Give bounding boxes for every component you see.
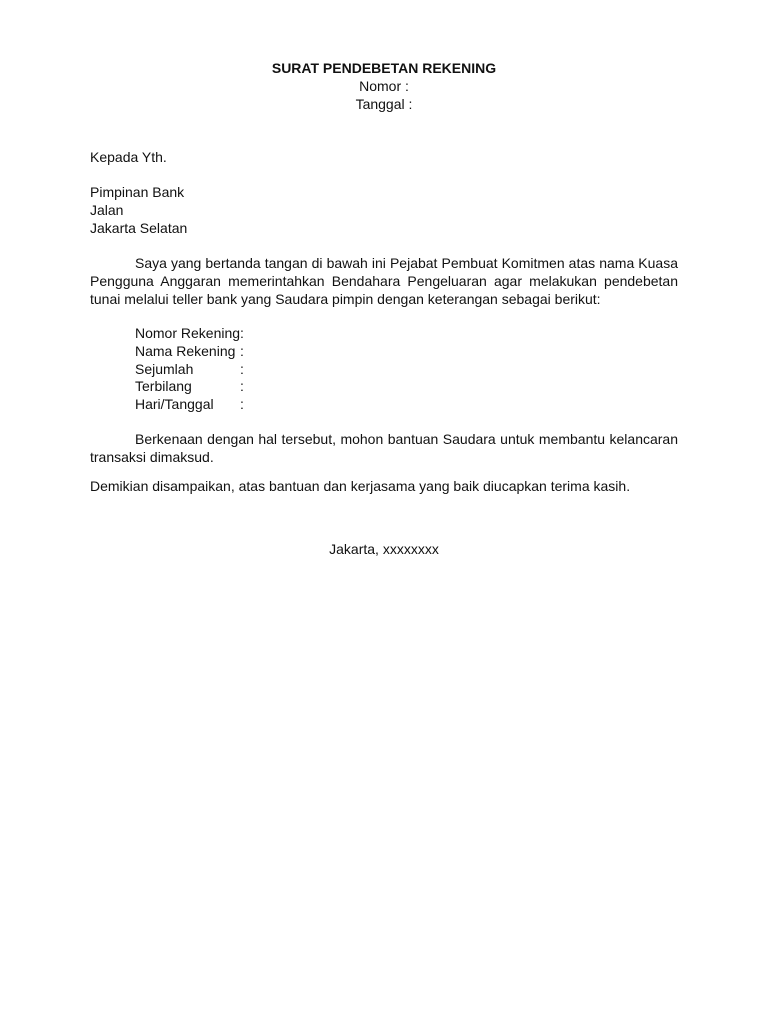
field-label: Hari/Tanggal xyxy=(135,396,214,412)
field-separator: : xyxy=(240,361,244,377)
field-label: Nomor Rekening xyxy=(135,325,241,341)
field-separator: : xyxy=(240,325,244,341)
body-paragraph xyxy=(90,254,678,308)
letter-title: SURAT PENDEBETAN REKENING xyxy=(271,60,497,76)
closing-text: Demikian disampaikan, atas bantuan dan kerjasama yang baik diucapkan terima kasih. xyxy=(90,478,631,494)
salutation: Kepada Yth. xyxy=(90,149,167,165)
place-date: Jakarta, xxxxxxxx xyxy=(329,541,439,557)
field-label: Sejumlah xyxy=(135,361,194,377)
recipient-line: Jakarta Selatan xyxy=(90,220,188,236)
field-separator: : xyxy=(240,378,244,394)
field-label: Terbilang xyxy=(135,378,192,394)
recipient-line: Pimpinan Bank xyxy=(90,184,185,200)
recipient-line: Jalan xyxy=(90,202,124,218)
body-paragraph xyxy=(90,430,678,466)
field-separator: : xyxy=(240,396,244,412)
nomor-label: Nomor : xyxy=(359,78,409,94)
body-paragraph-text: Saya yang bertanda tangan di bawah ini Pejabat Pembuat Komitmen atas nama Kuasa Pengguna Anggaran memerintahkan Bendahara Pengeluaran agar melakukan pendebetan tunai melalui teller bank yang Saudara pimpin dengan keterangan sebagai berikut: xyxy=(90,255,678,307)
field-label: Nama Rekening xyxy=(135,343,236,359)
body-paragraph-text: Berkenaan dengan hal tersebut, mohon bantuan Saudara untuk membantu kelancaran transaksi dimaksud. xyxy=(90,431,678,465)
tanggal-label: Tanggal : xyxy=(355,96,413,112)
field-separator: : xyxy=(240,343,244,359)
